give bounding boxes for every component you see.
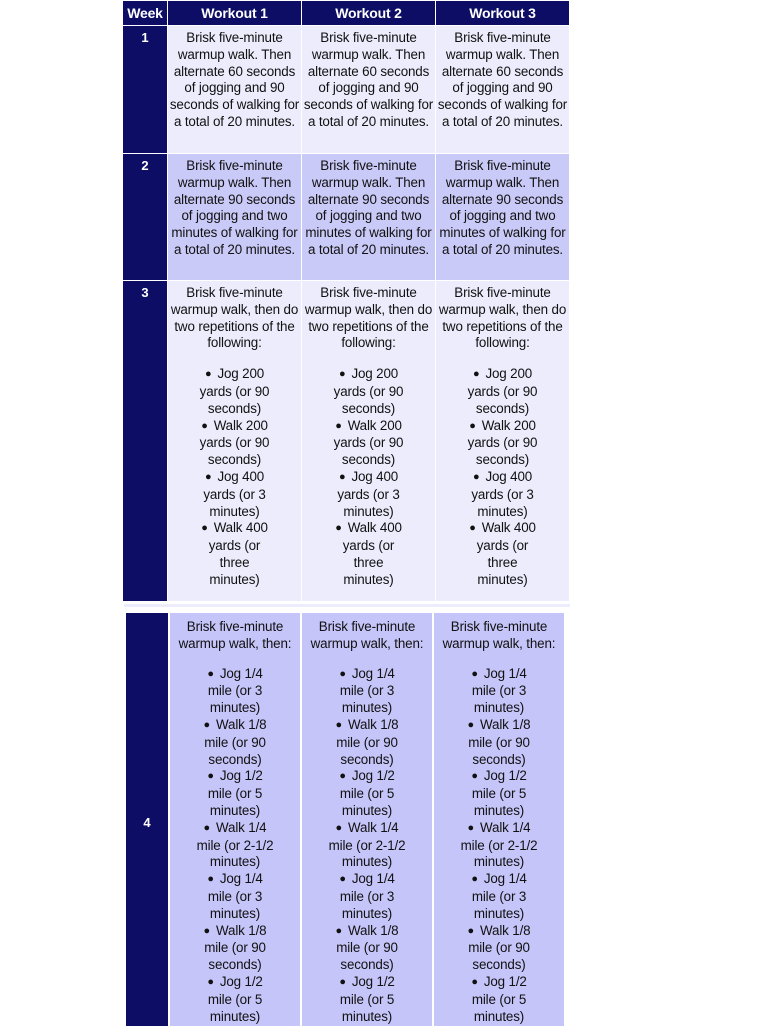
list-item: ● Walk 1/4 mile (or 2-1/2 minutes) [460,819,538,870]
header-week: Week [123,1,167,25]
header-workout-2: Workout 2 [302,1,435,25]
bullet-icon: ● [203,718,211,731]
workout-cell: Brisk five-minute warmup walk. Then alternate 90 seconds of jogging and two minutes of walking for a total of 20 minutes. [436,154,569,280]
list-item: ● Jog 400 yards (or 3 minutes) [471,468,534,519]
bullet-icon: ● [207,873,214,886]
bullet-icon: ● [207,975,214,988]
workout-intro: Brisk five-minute warmup walk, then do two repetitions of the following: [438,285,567,351]
workout-table [122,0,570,602]
week-row-2 [123,154,569,280]
bullet-icon: ● [339,667,346,680]
bullet-icon: ● [207,770,214,783]
step-list [171,666,299,1026]
workout-cell [436,281,569,601]
week-number: 4 [126,613,168,1026]
bullet-icon: ● [204,470,212,483]
workout-intro: Brisk five-minute warmup walk, then do two repetitions of the following: [170,285,299,351]
list-item: ● Walk 1/8 mile (or 90 seconds) [335,922,399,973]
bullet-icon: ● [339,975,346,988]
workout-cell [302,613,432,1026]
list-item: ● Walk 200 yards (or 90 seconds) [467,417,538,468]
workout-intro: Brisk five-minute warmup walk, then: [310,619,424,651]
bullet-icon: ● [471,975,478,988]
list-item: ● Jog 1/4 mile (or 3 minutes) [471,871,527,921]
header-workout-1: Workout 1 [168,1,301,25]
list-item: ● Walk 1/4 mile (or 2-1/2 minutes) [196,819,274,870]
list-item: ● Jog 400 yards (or 3 minutes) [337,468,400,519]
bullet-icon: ● [207,667,214,680]
workout-cell: Brisk five-minute warmup walk. Then alternate 60 seconds of jogging and 90 seconds of walking for a total of 20 minutes. [302,26,435,153]
list-item: ● Walk 1/8 mile (or 90 seconds) [203,716,267,767]
week-number: 2 [123,154,167,280]
list-item: ● Jog 1/2 mile (or 5 minutes) [207,973,263,1024]
bullet-icon: ● [335,924,343,937]
step-list [435,666,563,1026]
workout-cell [168,281,301,601]
bullet-icon: ● [338,470,346,483]
bullet-icon: ● [335,419,342,432]
list-item: ● Walk 200 yards (or 90 seconds) [199,417,270,468]
list-item: ● Jog 1/4 mile (or 3 minutes) [207,871,263,921]
workout-intro: Brisk five-minute warmup walk, then: [442,619,556,651]
bullet-icon: ● [472,368,480,381]
bullet-icon: ● [471,770,478,783]
list-item: ● Jog 1/4 mile (or 3 minutes) [471,665,527,716]
list-item: ● Walk 200 yards (or 90 seconds) [333,417,404,468]
week-row-3 [123,281,569,601]
workout-cell [170,613,300,1026]
bullet-icon: ● [469,522,476,535]
week-row-1 [123,26,569,153]
workout-intro: Brisk five-minute warmup walk, then: [178,619,292,651]
list-item: ● Jog 1/2 mile (or 5 minutes) [207,768,263,818]
workout-cell [434,613,564,1026]
bullet-icon: ● [471,667,478,680]
step-list [168,366,301,588]
bullet-icon: ● [203,924,211,937]
bullet-icon: ● [335,522,342,535]
week-row-4 [126,613,564,1026]
list-item: ● Walk 1/8 mile (or 90 seconds) [203,922,267,973]
header-workout-3: Workout 3 [436,1,569,25]
list-item: ● Walk 1/8 mile (or 90 seconds) [467,716,531,767]
list-item: ● Jog 200 yards (or 90 seconds) [199,366,270,416]
list-item: ● Jog 1/2 mile (or 5 minutes) [339,973,395,1024]
bullet-icon: ● [204,368,212,381]
bullet-icon: ● [467,821,475,834]
list-item: ● Jog 1/2 mile (or 5 minutes) [471,768,527,818]
section-divider [124,604,570,607]
bullet-icon: ● [203,821,211,834]
workout-cell: Brisk five-minute warmup walk. Then alternate 60 seconds of jogging and 90 seconds of walking for a total of 20 minutes. [168,26,301,153]
bullet-icon: ● [467,718,475,731]
bullet-icon: ● [335,821,343,834]
list-item: ● Walk 1/4 mile (or 2-1/2 minutes) [328,819,406,870]
bullet-icon: ● [339,873,346,886]
bullet-icon: ● [471,873,478,886]
list-item: ● Walk 1/8 mile (or 90 seconds) [467,922,531,973]
bullet-icon: ● [335,718,343,731]
list-item: ● Jog 1/4 mile (or 3 minutes) [339,871,395,921]
week-number: 3 [123,281,167,601]
workout-cell: Brisk five-minute warmup walk. Then alternate 60 seconds of jogging and 90 seconds of walking for a total of 20 minutes. [436,26,569,153]
list-item: ● Jog 200 yards (or 90 seconds) [333,366,404,416]
workout-intro: Brisk five-minute warmup walk, then do two repetitions of the following: [304,285,433,351]
list-item: ● Walk 400 yards (or three minutes) [335,520,402,587]
bullet-icon: ● [469,419,476,432]
header-row [123,1,569,25]
bullet-icon: ● [201,419,208,432]
list-item: ● Jog 1/4 mile (or 3 minutes) [207,665,263,716]
list-item: ● Walk 400 yards (or three minutes) [469,520,536,587]
list-item: ● Jog 1/2 mile (or 5 minutes) [471,973,527,1024]
bullet-icon: ● [201,522,208,535]
list-item: ● Jog 1/2 mile (or 5 minutes) [339,768,395,818]
workout-cell [302,281,435,601]
bullet-icon: ● [338,368,346,381]
workout-table-week-4 [124,611,566,1028]
bullet-icon: ● [467,924,475,937]
step-list [436,366,569,588]
list-item: ● Walk 1/8 mile (or 90 seconds) [335,716,399,767]
step-list [302,366,435,588]
workout-cell: Brisk five-minute warmup walk. Then alternate 90 seconds of jogging and two minutes of walking for a total of 20 minutes. [168,154,301,280]
bullet-icon: ● [472,470,480,483]
list-item: ● Jog 400 yards (or 3 minutes) [203,468,266,519]
week-number: 1 [123,26,167,153]
workout-cell: Brisk five-minute warmup walk. Then alternate 90 seconds of jogging and two minutes of walking for a total of 20 minutes. [302,154,435,280]
list-item: ● Walk 400 yards (or three minutes) [201,520,268,587]
list-item: ● Jog 200 yards (or 90 seconds) [467,366,538,416]
bullet-icon: ● [339,770,346,783]
step-list [303,666,431,1026]
list-item: ● Jog 1/4 mile (or 3 minutes) [339,665,395,716]
